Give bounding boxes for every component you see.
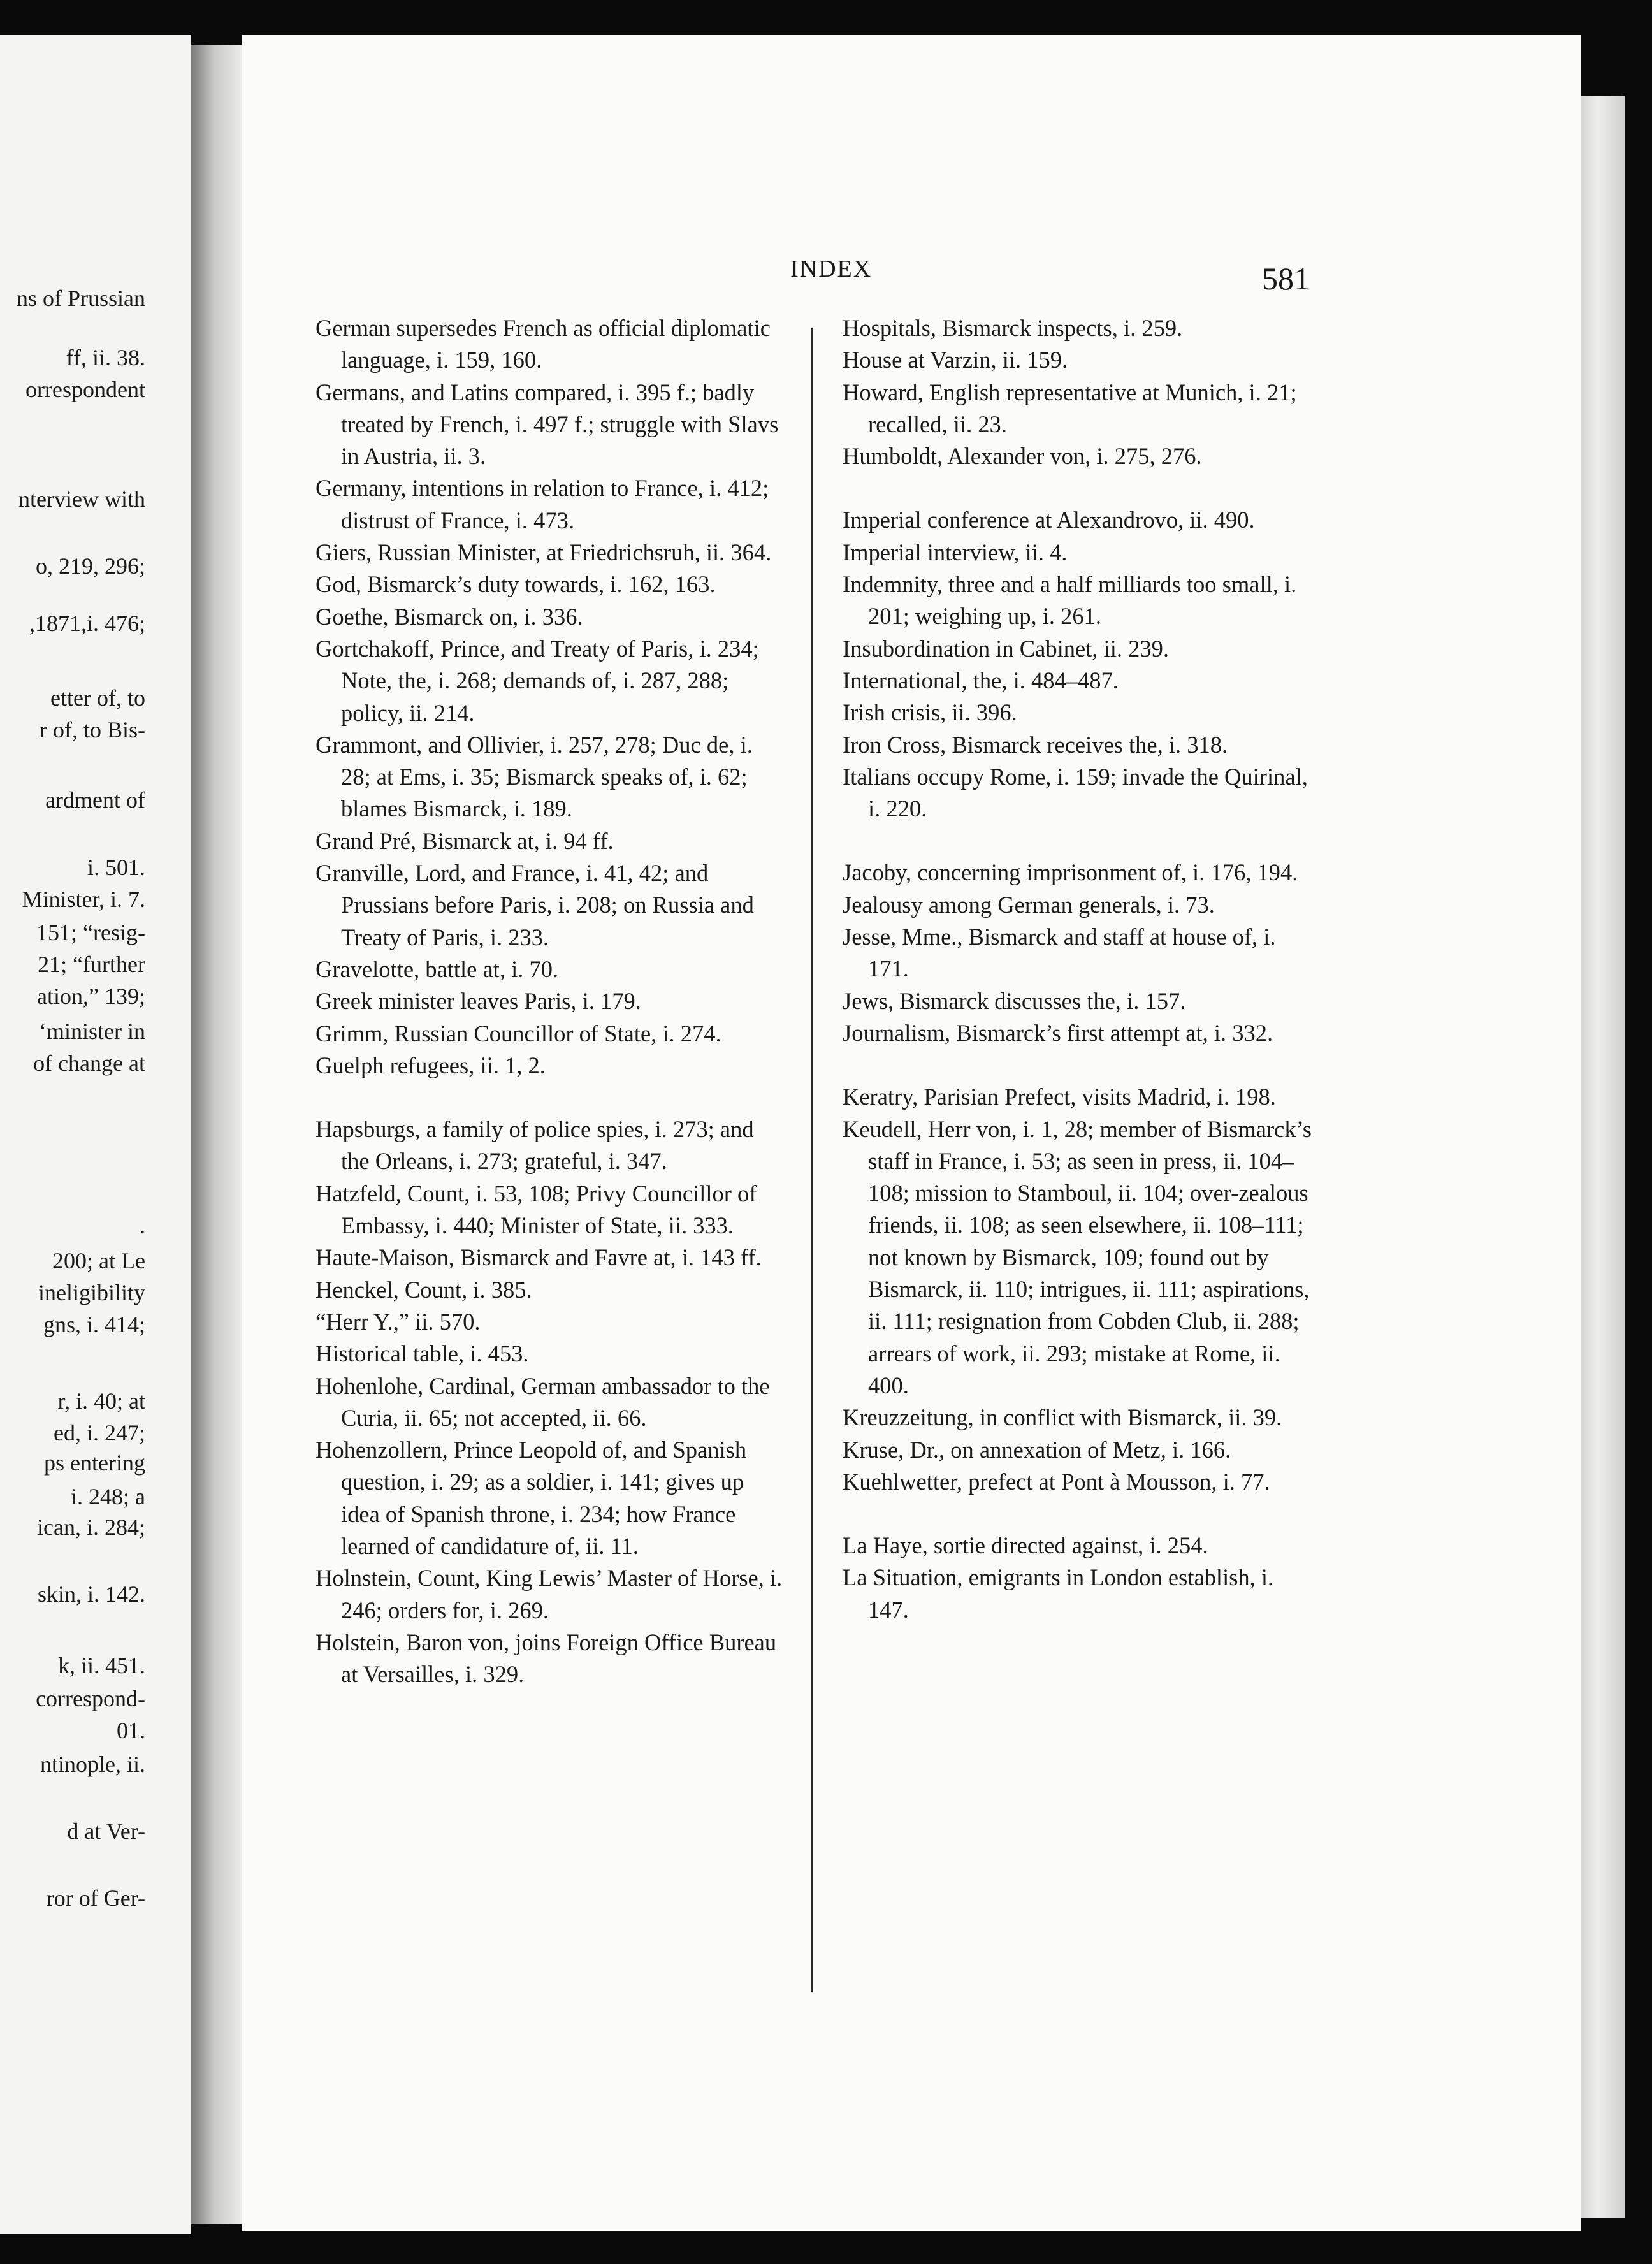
index-entry: God, Bismarck’s duty towards, i. 162, 163. — [315, 571, 716, 598]
index-entry: Henckel, Count, i. 385. — [315, 1276, 532, 1303]
index-entry: Greek minister leaves Paris, i. 179. — [315, 988, 641, 1015]
index-entry: Granville, Lord, and France, i. 41, 42; and Prussians before Paris, i. 208; on Russia and Treaty of Paris, i. 233. — [315, 860, 754, 950]
section-gap — [315, 1082, 787, 1114]
index-entry: Guelph refugees, ii. 1, 2. — [315, 1052, 546, 1078]
index-entry: Italians occupy Rome, i. 159; invade the Quirinal, i. 220. — [843, 763, 1308, 822]
left-page-fragment: r of, to Bis- — [40, 717, 145, 743]
index-entry: Jacoby, concerning imprisonment of, i. 176, 194. — [843, 859, 1298, 886]
section-gap — [843, 825, 1314, 857]
index-entry: Grimm, Russian Councillor of State, i. 274. — [315, 1020, 721, 1047]
left-page-fragment: k, ii. 451. — [57, 1653, 145, 1678]
left-page-fragment: 151; “resig- — [36, 920, 145, 945]
index-entry: Grand Pré, Bismarck at, i. 94 ff. — [315, 827, 614, 854]
left-page-fragment: correspond- — [36, 1686, 145, 1711]
left-page-fragment: ns of Prussian — [16, 286, 145, 311]
index-entry: Jealousy among German generals, i. 73. — [843, 891, 1215, 918]
index-entry: Germans, and Latins compared, i. 395 f.; badly treated by French, i. 497 f.; struggle with Slavs in Austria, ii. 3. — [315, 379, 779, 470]
left-page-fragment: ‘minister in — [39, 1019, 145, 1044]
index-entry: Kruse, Dr., on annexation of Metz, i. 166. — [843, 1436, 1231, 1463]
left-page-fragment: etter of, to — [50, 685, 145, 711]
left-page-fragment: ps entering — [44, 1450, 145, 1476]
index-entry: Keratry, Parisian Prefect, visits Madrid, i. 198. — [843, 1084, 1276, 1110]
index-entry: Kuehlwetter, prefect at Pont à Mousson, i. 77. — [843, 1468, 1270, 1495]
index-entry: Historical table, i. 453. — [315, 1340, 529, 1367]
index-entry: German supersedes French as official diplomatic language, i. 159, 160. — [315, 315, 771, 374]
index-entry: Insubordination in Cabinet, ii. 239. — [843, 635, 1169, 662]
left-page-fragment: 21; “further — [38, 952, 145, 977]
index-entry: Hatzfeld, Count, i. 53, 108; Privy Councillor of Embassy, i. 440; Minister of State, ii. 333. — [315, 1180, 757, 1239]
index-column-right — [843, 312, 1314, 1626]
index-entry: Jews, Bismarck discusses the, i. 157. — [843, 987, 1186, 1014]
book-gutter — [191, 45, 242, 2224]
section-gap — [843, 1498, 1314, 1530]
section-gap — [843, 472, 1314, 504]
index-entry: La Haye, sortie directed against, i. 254. — [843, 1532, 1208, 1559]
left-page-fragment: ror of Ger- — [46, 1885, 145, 1911]
index-entry: “Herr Y.,” ii. 570. — [315, 1308, 481, 1335]
section-gap — [843, 1049, 1314, 1081]
left-page-fragment: 200; at Le — [52, 1248, 145, 1274]
index-entry: Imperial interview, ii. 4. — [843, 539, 1068, 565]
index-column-left — [315, 312, 787, 1690]
left-page-fragment: i. 248; a — [71, 1484, 145, 1509]
left-page-fragment: gns, i. 414; — [43, 1312, 145, 1337]
index-entry: Gortchakoff, Prince, and Treaty of Paris, i. 234; Note, the, i. 268; demands of, i. 287, 288; policy, ii. 214. — [315, 635, 759, 726]
left-page-fragment: ation,” 139; — [37, 983, 145, 1009]
left-page-fragment: orrespondent — [25, 377, 145, 402]
left-page-fragment: nterview with — [18, 486, 145, 512]
left-page-fragment: ntinople, ii. — [40, 1752, 145, 1777]
index-entry: International, the, i. 484–487. — [843, 667, 1119, 693]
left-page-fragment: . — [140, 1213, 145, 1238]
index-entry: Gravelotte, battle at, i. 70. — [315, 955, 559, 982]
index-entry: Hohenlohe, Cardinal, German ambassador to the Curia, ii. 65; not accepted, ii. 66. — [315, 1372, 770, 1431]
index-entry: Giers, Russian Minister, at Friedrichsruh, ii. 364. — [315, 539, 772, 566]
left-page-fragment: ineligibility — [38, 1280, 145, 1305]
index-entry: Goethe, Bismarck on, i. 336. — [315, 603, 583, 630]
left-page-fragment: of change at — [33, 1050, 145, 1076]
index-entry: Humboldt, Alexander von, i. 275, 276. — [843, 443, 1202, 470]
index-entry: Iron Cross, Bismarck receives the, i. 318. — [843, 731, 1228, 758]
index-entry: La Situation, emigrants in London establish, i. 147. — [843, 1564, 1274, 1623]
index-entry: Indemnity, three and a half milliards too small, i. 201; weighing up, i. 261. — [843, 571, 1297, 630]
column-divider — [811, 328, 813, 1992]
left-page-fragment: ican, i. 284; — [37, 1514, 145, 1540]
index-entry: Keudell, Herr von, i. 1, 28; member of Bismarck’s staff in France, i. 53; as seen in press, ii. 104–108; mission to Stamboul, ii. 104; over-zealous friends, ii. 108; as seen elsewhere, ii. 108–111; not known by Bismarck, 109; found out by Bismarck, ii. 110; intrigues, ii. 111; aspirations, ii. 111; resignation from Cobden Club, ii. 288; arrears of work, ii. 293; mistake at Rome, ii. 400. — [843, 1115, 1312, 1398]
page-header: INDEX — [790, 256, 873, 282]
index-entry: Irish crisis, ii. 396. — [843, 699, 1017, 726]
left-page-fragment: 01. — [117, 1718, 145, 1743]
index-entry: Jesse, Mme., Bismarck and staff at house of, i. 171. — [843, 924, 1276, 982]
index-entry: Holstein, Baron von, joins Foreign Office Bureau at Versailles, i. 329. — [315, 1629, 777, 1688]
index-entry: Hohenzollern, Prince Leopold of, and Spanish question, i. 29; as a soldier, i. 141; gives up idea of Spanish throne, i. 234; how France learned of candidature of, ii. 11. — [315, 1437, 747, 1559]
left-page-fragment: ardment of — [45, 787, 145, 813]
index-entry: Germany, intentions in relation to France, i. 412; distrust of France, i. 473. — [315, 475, 769, 533]
index-entry: Hospitals, Bismarck inspects, i. 259. — [843, 315, 1183, 341]
index-entry: Hapsburgs, a family of police spies, i. 273; and the Orleans, i. 273; grateful, i. 347. — [315, 1116, 754, 1175]
left-page-fragment: Minister, i. 7. — [22, 887, 145, 912]
index-entry: Howard, English representative at Munich, i. 21; recalled, ii. 23. — [843, 379, 1297, 437]
left-page-fragment: i. 501. — [87, 855, 145, 880]
left-page-fragment: ,1871,i. 476; — [29, 611, 145, 636]
left-page-fragment: ff, ii. 38. — [66, 345, 145, 370]
page-number: 581 — [1262, 261, 1310, 296]
index-entry: House at Varzin, ii. 159. — [843, 347, 1068, 374]
index-entry: Imperial conference at Alexandrovo, ii. 490. — [843, 507, 1255, 533]
left-page-fragment: skin, i. 142. — [37, 1581, 145, 1607]
left-page-fragment: ed, i. 247; — [54, 1420, 145, 1446]
index-entry: Journalism, Bismarck’s first attempt at, i. 332. — [843, 1019, 1273, 1046]
left-page-fragment: o, 219, 296; — [35, 553, 145, 579]
left-page-fragment: r, i. 40; at — [57, 1388, 145, 1414]
left-page — [0, 35, 191, 2234]
index-entry: Haute-Maison, Bismarck and Favre at, i. 143 ff. — [315, 1244, 762, 1271]
index-entry: Kreuzzeitung, in conflict with Bismarck, ii. 39. — [843, 1404, 1282, 1431]
left-page-fragment: d at Ver- — [67, 1818, 145, 1844]
index-entry: Grammont, and Ollivier, i. 257, 278; Duc de, i. 28; at Ems, i. 35; Bismarck speaks of, i. 62; blames Bismarck, i. 189. — [315, 731, 753, 822]
index-entry: Holnstein, Count, King Lewis’ Master of Horse, i. 246; orders for, i. 269. — [315, 1565, 783, 1623]
